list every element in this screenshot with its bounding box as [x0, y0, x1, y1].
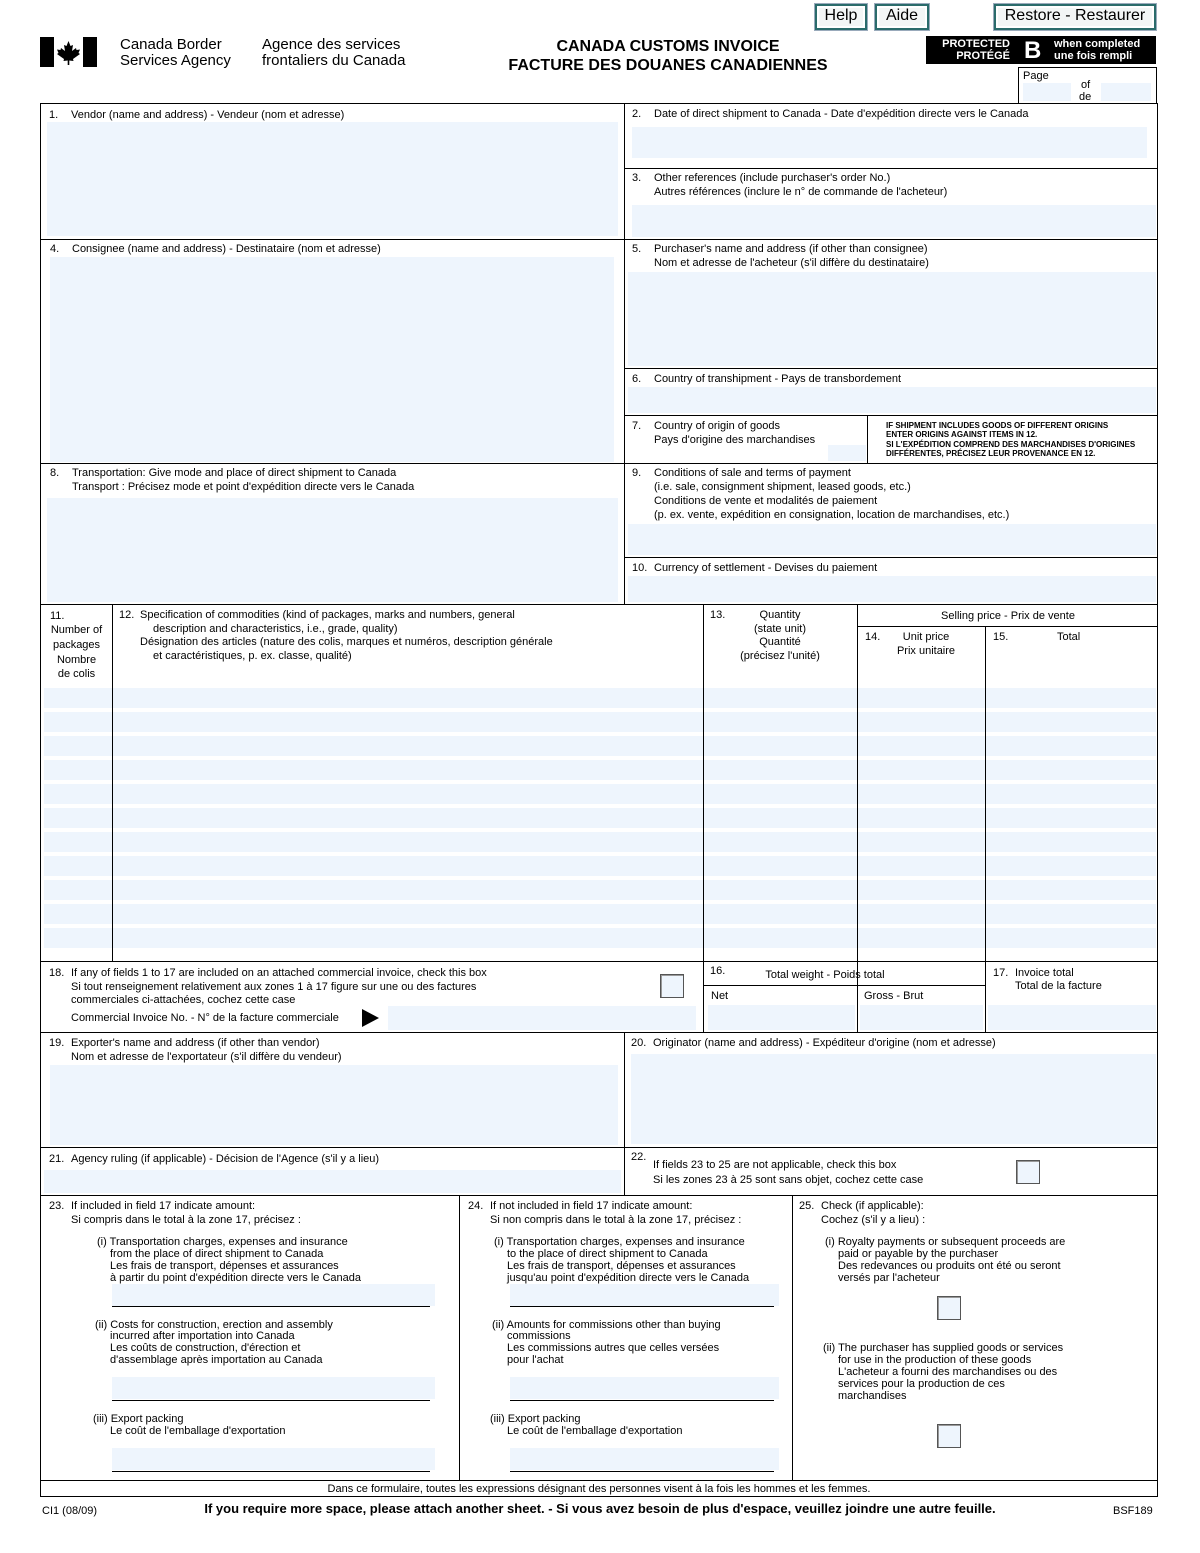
field-25-i-3: Des redevances ou produits ont été ou seront	[838, 1260, 1061, 1272]
protected-when-fr: une fois rempli	[1054, 50, 1133, 62]
net-weight-label: Net	[711, 990, 729, 1002]
field-8-label-en: Transportation: Give mode and place of direct shipment to Canada	[72, 467, 397, 479]
field-1-label: Vendor (name and address) - Vendeur (nom et adresse)	[71, 109, 345, 121]
consignee-input[interactable]	[50, 257, 614, 462]
commodity-row-10[interactable]	[44, 904, 1156, 924]
agency-name-fr-2: frontaliers du Canada	[262, 52, 406, 69]
selling-price-label: Selling price - Prix de vente	[941, 610, 1075, 622]
currency-input[interactable]	[628, 576, 1156, 602]
title-fr: FACTURE DES DOUANES CANADIENNES	[508, 57, 828, 74]
field-19-label-en: Exporter's name and address (if other than vendor)	[71, 1037, 320, 1049]
transportation-input[interactable]	[47, 498, 618, 602]
arrow-right-icon	[362, 1009, 379, 1027]
field-25-i-4: versés par l'acheteur	[838, 1272, 940, 1284]
field-8-num: 8.	[50, 467, 60, 479]
conditions-of-sale-input[interactable]	[628, 524, 1156, 555]
attached-invoice-checkbox[interactable]	[660, 974, 684, 998]
field-12-label-4: et caractéristiques, p. ex. classe, qualité)	[153, 650, 352, 662]
field-2-num: 2.	[632, 108, 642, 120]
field-7-note-1: IF SHIPMENT INCLUDES GOODS OF DIFFERENT ORIGINS	[886, 421, 1109, 430]
field-18-label-4: Commercial Invoice No. - N° de la facture commerciale	[71, 1012, 339, 1024]
commercial-invoice-number-input[interactable]	[388, 1006, 696, 1030]
bsf-code: BSF189	[1113, 1505, 1153, 1517]
shipment-date-input[interactable]	[632, 127, 1147, 158]
field-24-i-input[interactable]	[510, 1284, 779, 1306]
field-11-num: 11.	[50, 610, 65, 622]
exporter-input[interactable]	[50, 1065, 618, 1145]
field-25-label-fr: Cochez (s'il y a lieu) :	[821, 1214, 926, 1226]
page-number-input[interactable]	[1023, 83, 1071, 101]
invoice-total-input[interactable]	[988, 1005, 1156, 1030]
originator-input[interactable]	[631, 1054, 1156, 1144]
field-24-iii-2: Le coût de l'emballage d'exportation	[507, 1425, 683, 1437]
field-13-label-2: (state unit)	[754, 623, 806, 635]
protected-b-badge	[926, 36, 1156, 64]
field-9-num: 9.	[632, 467, 642, 479]
agency-ruling-input[interactable]	[44, 1170, 621, 1193]
field-23-num: 23.	[49, 1200, 65, 1212]
gross-weight-input[interactable]	[860, 1005, 983, 1030]
field-24-label-en: If not included in field 17 indicate amount:	[490, 1200, 693, 1212]
page-label: Page	[1023, 70, 1049, 82]
field-23-ii-input[interactable]	[112, 1377, 435, 1399]
protected-when-en: when completed	[1054, 38, 1141, 50]
help-button[interactable]: Help	[815, 4, 867, 30]
agency-name-fr-1: Agence des services	[262, 36, 401, 53]
field-20-label: Originator (name and address) - Expéditeur d'origine (nom et adresse)	[653, 1037, 996, 1049]
field-15-num: 15.	[993, 631, 1009, 643]
field-14-num: 14.	[865, 631, 881, 643]
field-23-i-input[interactable]	[112, 1284, 435, 1306]
field-11-label-3: Nombre	[56, 654, 97, 666]
field-24-iii-1: (iii) Export packing	[490, 1413, 581, 1425]
field-23-i-4: à partir du point d'expédition directe vers le Canada	[110, 1272, 361, 1284]
field-16-label: Total weight - Poids total	[765, 969, 885, 981]
aide-button[interactable]: Aide	[875, 4, 929, 30]
page-of-label: of	[1081, 79, 1091, 91]
agency-name-en-2: Services Agency	[120, 52, 231, 69]
field-23-i-3: Les frais de transport, dépenses et assurances	[110, 1260, 339, 1272]
field-5-label-fr: Nom et adresse de l'acheteur (s'il diffère du destinataire)	[654, 257, 929, 269]
field-7-note-2: ENTER ORIGINS AGAINST ITEMS IN 12.	[886, 430, 1038, 439]
field-14-label-1: Unit price	[902, 631, 950, 643]
purchaser-supplied-goods-checkbox[interactable]	[937, 1424, 961, 1448]
field-10-num: 10.	[632, 562, 648, 574]
form-code: CI1 (08/09)	[42, 1505, 98, 1517]
field-17-num: 17.	[993, 967, 1009, 979]
purchaser-input[interactable]	[628, 272, 1156, 366]
field-14-label-2: Prix unitaire	[896, 645, 956, 657]
field-19-label-fr: Nom et adresse de l'exportateur (s'il diffère du vendeur)	[71, 1051, 342, 1063]
field-6-label: Country of transhipment - Pays de transbordement	[654, 373, 902, 385]
commodity-row-2[interactable]	[44, 712, 1156, 732]
field-3-num: 3.	[632, 172, 642, 184]
field-25-label-en: Check (if applicable):	[821, 1200, 924, 1212]
field-18-label-2: Si tout renseignement relativement aux zones 1 à 17 figure sur une ou des factures	[71, 981, 477, 993]
commodity-row-4[interactable]	[44, 760, 1156, 780]
field-25-num: 25.	[799, 1200, 815, 1212]
protected-en: PROTECTED	[942, 38, 1010, 50]
field-13-label-3: Quantité	[759, 636, 801, 648]
field-5-num: 5.	[632, 243, 642, 255]
field-16-num: 16.	[710, 965, 726, 977]
field-23-iii-1: (iii) Export packing	[93, 1413, 184, 1425]
commodity-row-7[interactable]	[44, 832, 1156, 852]
field-24-i-3: Les frais de transport, dépenses et assurances	[507, 1260, 736, 1272]
field-22-label-fr: Si les zones 23 à 25 sont sans objet, cochez cette case	[653, 1174, 924, 1186]
field-7-num: 7.	[632, 420, 642, 432]
page-de-label: de	[1079, 91, 1092, 103]
restore-button[interactable]: Restore - Restaurer	[994, 4, 1156, 30]
field-24-ii-2: commissions	[507, 1330, 571, 1342]
field-23-ii-4: d'assemblage après importation au Canada	[110, 1354, 323, 1366]
gender-statement: Dans ce formulaire, toutes les expressions désignant des personnes visent à la fois les hommes et les femmes.	[327, 1483, 871, 1495]
field-24-i-2: to the place of direct shipment to Canada	[507, 1248, 708, 1260]
field-25-ii-1: (ii) The purchaser has supplied goods or services	[823, 1342, 1064, 1354]
field-22-label-en: If fields 23 to 25 are not applicable, check this box	[653, 1159, 897, 1171]
gross-weight-label: Gross - Brut	[864, 990, 924, 1002]
field-13-num: 13.	[710, 609, 726, 621]
field-25-ii-3: L'acheteur a fourni des marchandises ou des	[838, 1366, 1058, 1378]
field-12-label-3: Désignation des articles (nature des colis, marques et numéros, description générale	[140, 636, 553, 648]
transhipment-country-input[interactable]	[628, 387, 1156, 413]
field-5-label-en: Purchaser's name and address (if other than consignee)	[654, 243, 928, 255]
field-11-label-4: de colis	[57, 668, 96, 680]
field-6-num: 6.	[632, 373, 642, 385]
field-7-note-3: SI L'EXPÉDITION COMPREND DES MARCHANDISES D'ORIGINES	[886, 440, 1136, 449]
field-9-label-1: Conditions of sale and terms of payment	[654, 467, 851, 479]
field-4-num: 4.	[50, 243, 60, 255]
field-24-ii-input[interactable]	[510, 1377, 779, 1399]
field-15-label: Total	[1057, 631, 1081, 643]
field-25-ii-4: services pour la production de ces	[838, 1378, 1005, 1390]
canada-flag-icon	[40, 37, 97, 67]
field-2-label: Date of direct shipment to Canada - Date d'expédition directe vers le Canada	[654, 108, 1029, 120]
field-24-ii-4: pour l'achat	[507, 1354, 564, 1366]
field-24-num: 24.	[468, 1200, 484, 1212]
commodity-row-11[interactable]	[44, 928, 1156, 948]
protected-fr: PROTÉGÉ	[956, 50, 1010, 62]
field-3-label-en: Other references (include purchaser's order No.)	[654, 172, 891, 184]
field-25-ii-5: marchandises	[838, 1390, 907, 1402]
field-24-iii-input[interactable]	[510, 1448, 779, 1470]
field-18-label-3: commerciales ci-attachées, cochez cette case	[71, 994, 296, 1006]
field-18-label-1: If any of fields 1 to 17 are included on an attached commercial invoice, check this box	[71, 967, 487, 979]
field-23-ii-2: incurred after importation into Canada	[110, 1330, 295, 1342]
field-17-label-fr: Total de la facture	[1015, 980, 1102, 992]
vendor-input[interactable]	[47, 122, 618, 236]
field-25-i-2: paid or payable by the purchaser	[838, 1248, 999, 1260]
not-applicable-checkbox[interactable]	[1016, 1160, 1040, 1184]
field-24-i-1: (i) Transportation charges, expenses and insurance	[494, 1236, 745, 1248]
field-4-label: Consignee (name and address) - Destinataire (nom et adresse)	[72, 243, 381, 255]
field-23-iii-input[interactable]	[112, 1448, 435, 1470]
field-23-i-2: from the place of direct shipment to Canada	[110, 1248, 324, 1260]
field-24-ii-3: Les commissions autres que celles versées	[507, 1342, 720, 1354]
commodity-row-1[interactable]	[44, 688, 1156, 708]
commodity-row-8[interactable]	[44, 856, 1156, 876]
net-weight-input[interactable]	[708, 1005, 855, 1030]
field-21-num: 21.	[49, 1153, 65, 1165]
field-21-label: Agency ruling (if applicable) - Décision de l'Agence (s'il y a lieu)	[71, 1153, 380, 1165]
field-17-label-en: Invoice total	[1015, 967, 1074, 979]
royalty-checkbox[interactable]	[937, 1296, 961, 1320]
commodity-row-6[interactable]	[44, 808, 1156, 828]
title-en: CANADA CUSTOMS INVOICE	[556, 38, 780, 55]
field-22-num: 22.	[631, 1151, 647, 1163]
other-references-input[interactable]	[632, 205, 1156, 237]
field-7-label-en: Country of origin of goods	[654, 420, 780, 432]
page-total-input[interactable]	[1101, 83, 1151, 101]
field-12-label-1: Specification of commodities (kind of packages, marks and numbers, general	[140, 609, 515, 621]
field-12-num: 12.	[119, 609, 135, 621]
field-9-label-3: Conditions de vente et modalités de paiement	[654, 495, 878, 507]
field-23-ii-3: Les coûts de construction, d'érection et	[110, 1342, 301, 1354]
field-23-label-en: If included in field 17 indicate amount:	[71, 1200, 256, 1212]
field-23-i-1: (i) Transportation charges, expenses and insurance	[97, 1236, 348, 1248]
field-11-label-1: Number of	[50, 624, 103, 636]
field-7-label-fr: Pays d'origine des marchandises	[654, 434, 816, 446]
field-25-i-1: (i) Royalty payments or subsequent proceeds are	[825, 1236, 1066, 1248]
commodity-row-9[interactable]	[44, 880, 1156, 900]
field-24-label-fr: Si non compris dans le total à la zone 17, précisez :	[490, 1214, 742, 1226]
field-23-label-fr: Si compris dans le total à la zone 17, précisez :	[71, 1214, 301, 1226]
field-8-label-fr: Transport : Précisez mode et point d'expédition directe vers le Canada	[72, 481, 415, 493]
field-13-label-1: Quantity	[759, 609, 801, 621]
field-10-label: Currency of settlement - Devises du paiement	[654, 562, 878, 574]
protected-letter: B	[1024, 37, 1042, 64]
field-24-ii-1: (ii) Amounts for commissions other than buying	[492, 1319, 721, 1331]
field-19-num: 19.	[49, 1037, 65, 1049]
origin-country-input[interactable]	[828, 445, 866, 461]
field-9-label-2: (i.e. sale, consignment shipment, leased goods, etc.)	[654, 481, 911, 493]
field-1-num: 1.	[49, 109, 59, 121]
field-25-ii-2: for use in the production of these goods	[838, 1354, 1032, 1366]
commodity-row-5[interactable]	[44, 784, 1156, 804]
agency-name-en-1: Canada Border	[120, 36, 222, 53]
commodity-row-3[interactable]	[44, 736, 1156, 756]
field-18-num: 18.	[49, 967, 65, 979]
field-23-iii-2: Le coût de l'emballage d'exportation	[110, 1425, 286, 1437]
field-23-ii-1: (ii) Costs for construction, erection and assembly	[95, 1319, 333, 1331]
more-space-note: If you require more space, please attach another sheet. - Si vous avez besoin de plus d'espace, veuillez joindre une autre feuille.	[204, 1501, 996, 1516]
field-13-label-4: (précisez l'unité)	[740, 650, 820, 662]
field-9-label-4: (p. ex. vente, expédition en consignation, location de marchandises, etc.)	[654, 509, 1010, 521]
field-3-label-fr: Autres références (inclure le n° de commande de l'acheteur)	[654, 186, 948, 198]
field-11-label-2: packages	[52, 639, 101, 651]
field-20-num: 20.	[631, 1037, 647, 1049]
field-7-note-4: DIFFÉRENTES, PRÉCISEZ LEUR PROVENANCE EN 12.	[886, 449, 1096, 458]
field-24-i-4: jusqu'au point d'expédition directe vers le Canada	[507, 1272, 750, 1284]
field-12-label-2: description and characteristics, i.e., grade, quality)	[153, 623, 398, 635]
